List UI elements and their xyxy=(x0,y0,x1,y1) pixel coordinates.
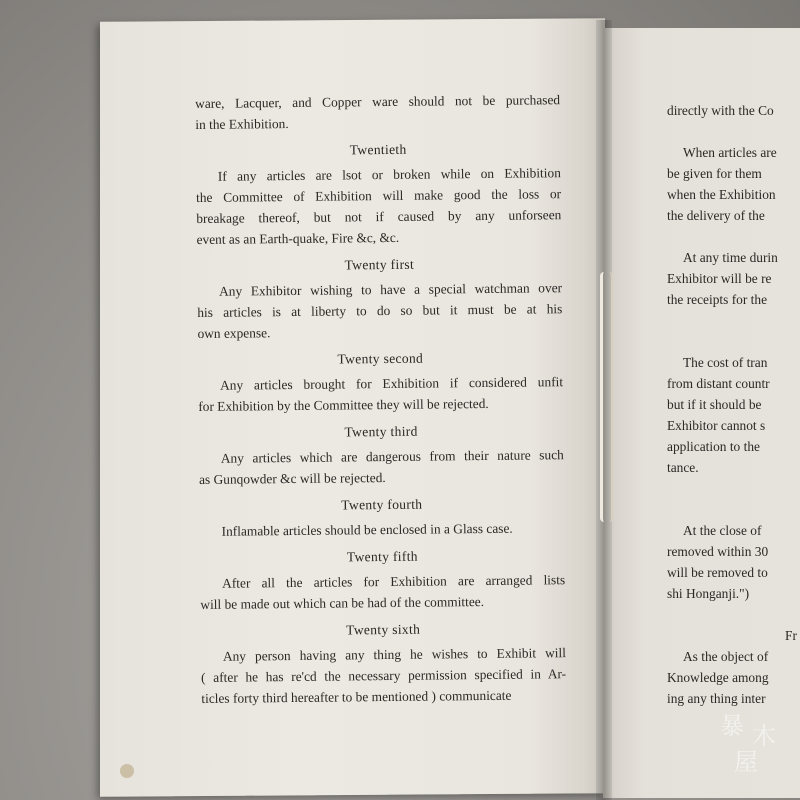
text-line: ( after he has re'cd the necessary permission specified in Ar- xyxy=(201,666,567,685)
text-line: directly with the Co xyxy=(667,103,774,118)
text-line: but if it should be xyxy=(667,397,762,412)
text-line: Knowledge among xyxy=(667,670,769,685)
text-line: ing any thing inter xyxy=(667,691,766,706)
article-heading: Twenty second xyxy=(337,350,424,367)
blank-line xyxy=(667,604,800,625)
text-line: own expense. xyxy=(197,325,271,341)
right-page-text xyxy=(667,100,800,709)
logo-glyph: 暴 xyxy=(720,712,744,740)
left-page-text xyxy=(195,89,566,709)
blank-line xyxy=(667,121,800,142)
seller-logo-watermark xyxy=(712,710,792,790)
text-line: when the Exhibition xyxy=(667,187,776,202)
text-line: Any person having any thing he wishes to Exhibit will xyxy=(222,645,566,664)
logo-glyph: 木 xyxy=(752,722,776,750)
text-line: tance. xyxy=(667,460,699,475)
text-line: Exhibitor will be re xyxy=(667,271,772,286)
text-line: ware, Lacquer, and Copper ware should not be purchased xyxy=(195,92,561,111)
text-line: At the close of xyxy=(683,523,762,538)
article-heading: Twenty fifth xyxy=(346,548,418,565)
text-line: After all the articles for Exhibition are arranged lists xyxy=(222,572,566,591)
text-line: If any articles are lsot or broken while on Exhibition xyxy=(217,165,561,184)
text-line: event as an Earth-quake, Fire &c, &c. xyxy=(196,229,400,247)
text-line: his articles is at liberty to do so but it must be at his xyxy=(197,301,563,320)
text-line: Any articles which are dangerous from their nature such xyxy=(220,447,564,466)
text-line: from distant countr xyxy=(667,376,770,391)
text-line: ticles forty third hereafter to be mentioned ) communicate xyxy=(201,687,512,706)
text-line: As the object of xyxy=(683,649,769,664)
text-line: When articles are xyxy=(683,145,777,160)
text-line: The cost of tran xyxy=(683,355,768,370)
text-line: At any time durin xyxy=(683,250,778,265)
text-line: Any articles brought for Exhibition if considered unfit xyxy=(219,374,564,393)
logo-glyph: 屋 xyxy=(734,748,758,776)
text-line: removed within 30 xyxy=(667,544,769,559)
binding-thread xyxy=(600,272,613,522)
article-heading: Twentieth xyxy=(349,141,407,158)
article-heading: Twenty third xyxy=(344,423,418,440)
text-line: application to the xyxy=(667,439,760,454)
text-line: Any Exhibitor wishing to have a special watchman over xyxy=(218,280,563,299)
text-line: will be removed to xyxy=(667,565,768,580)
blank-line xyxy=(667,478,800,499)
text-line: will be made out which can be had of the committee. xyxy=(200,594,485,612)
text-line: Fr xyxy=(785,628,797,643)
text-line: the Committee of Exhibition will make good the loss or xyxy=(196,186,562,205)
text-line: the receipts for the xyxy=(667,292,768,307)
blank-line xyxy=(667,499,800,520)
article-heading: Twenty fourth xyxy=(341,496,423,513)
text-line: the delivery of the xyxy=(667,208,765,223)
blank-line xyxy=(667,331,800,352)
text-line: be given for them xyxy=(667,166,762,181)
blank-line xyxy=(667,310,800,331)
text-line: breakage thereof, but not if caused by any unforseen xyxy=(196,207,562,226)
text-line: Exhibitor cannot s xyxy=(667,418,766,433)
text-line: as Gunqowder &c will be rejected. xyxy=(198,470,386,487)
article-heading: Twenty sixth xyxy=(346,621,421,638)
article-heading: Twenty first xyxy=(344,256,415,273)
paper-stain xyxy=(120,764,134,778)
text-line: Inflamable articles should be enclosed in a Glass case. xyxy=(221,520,513,539)
text-line: in the Exhibition. xyxy=(195,116,289,132)
text-line: for Exhibition by the Committee they will be rejected. xyxy=(198,395,489,414)
text-line: shi Honganji.") xyxy=(667,586,750,601)
blank-line xyxy=(667,226,800,247)
